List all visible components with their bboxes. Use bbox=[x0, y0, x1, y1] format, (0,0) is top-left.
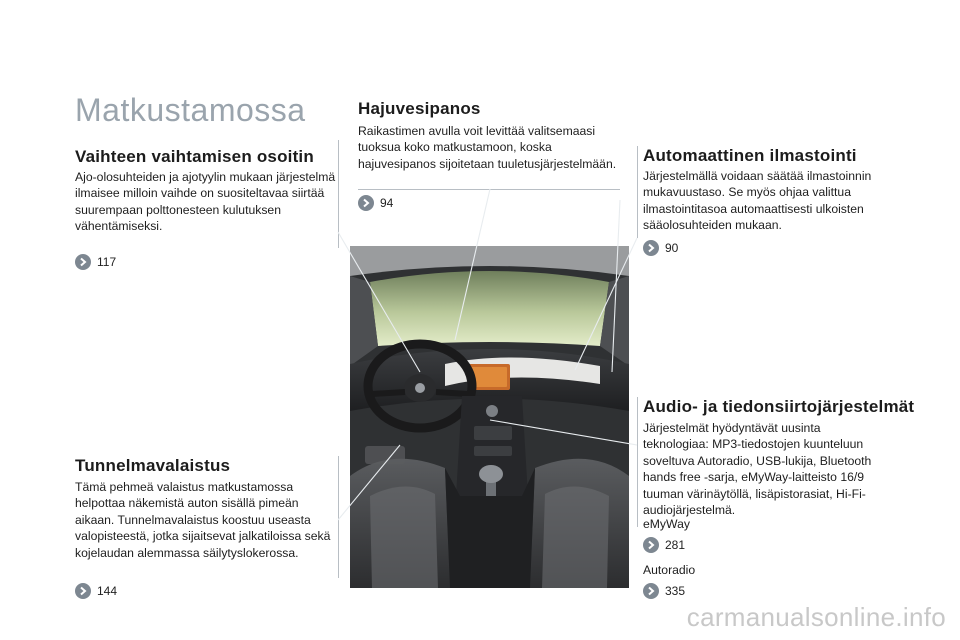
gear-page-number: 117 bbox=[97, 255, 117, 269]
autoradio-page-number: 335 bbox=[665, 584, 686, 598]
gear-indicator-heading: Vaihteen vaihtamisen osoitin bbox=[75, 147, 314, 166]
gear-separator bbox=[338, 140, 339, 248]
car-interior-illustration bbox=[350, 246, 629, 588]
ambient-page-number: 144 bbox=[97, 584, 118, 598]
perfume-text: Raikastimen avulla voit levittää valitsemaasi tuoksua koko matkustamoon, koska hajuvesipanos sijoitetaan tuuletusjärjestelmään. bbox=[358, 124, 617, 171]
chevron-right-icon bbox=[643, 240, 659, 256]
chevron-right-icon bbox=[643, 583, 659, 599]
watermark: carmanualsonline.info bbox=[686, 602, 946, 632]
perfume-heading: Hajuvesipanos bbox=[358, 99, 481, 118]
gear-indicator-text: Ajo-olosuhteiden ja ajotyylin mukaan järjestelmä ilmaisee milloin vaihde on suositeltavaa siirtää suurempaan polttonesteen kulutuksen vähentämiseksi. bbox=[75, 170, 336, 234]
autoradio-page-ref[interactable] bbox=[643, 583, 685, 599]
perfume-page-number: 94 bbox=[380, 196, 394, 210]
emyway-page-ref[interactable] bbox=[643, 537, 685, 553]
perfume-page-ref[interactable] bbox=[358, 195, 393, 211]
ambient-text: Tämä pehmeä valaistus matkustamossa helpottaa näkemistä auton sisällä pimeän aikaan. Tunnelmavalaistus koostuu useasta valopisteestä, jotka sijaitsevat jalkatiloissa sekä kojelaudan alemmassa säilytyslokerossa. bbox=[75, 480, 331, 560]
gear-page-ref[interactable] bbox=[75, 254, 116, 270]
ambient-page-ref[interactable] bbox=[75, 583, 117, 599]
emyway-label: eMyWay bbox=[643, 517, 690, 531]
climate-heading: Automaattinen ilmastointi bbox=[643, 146, 857, 165]
chevron-right-icon bbox=[358, 195, 374, 211]
audio-heading: Audio- ja tiedonsiirtojärjestelmät bbox=[643, 397, 915, 416]
perfume-separator bbox=[358, 189, 620, 190]
climate-page-ref[interactable] bbox=[643, 240, 678, 256]
emyway-page-number: 281 bbox=[665, 538, 686, 552]
audio-text: Järjestelmät hyödyntävät uusinta teknologiaa: MP3-tiedostojen kuunteluun soveltuva Autoradio, USB-lukija, Bluetooth hands free -sarja, eMyWay-laitteisto 16/9 tuuman värinäytöllä, lisäpistorasiat, Hi-Fi-audiojärjestelmä. bbox=[643, 421, 872, 518]
page-title: Matkustamossa bbox=[75, 92, 306, 128]
autoradio-label: Autoradio bbox=[643, 563, 696, 577]
chevron-right-icon bbox=[75, 583, 91, 599]
chevron-right-icon bbox=[75, 254, 91, 270]
ambient-heading: Tunnelmavalaistus bbox=[75, 456, 231, 475]
ambient-separator bbox=[338, 456, 339, 578]
climate-text: Järjestelmällä voidaan säätää ilmastoinnin mukavuustaso. Se myös ohjaa valittua ilmastointitasoa automaattisesti ulkoisten sääolosuhteiden mukaan. bbox=[643, 169, 872, 233]
chevron-right-icon bbox=[643, 537, 659, 553]
audio-separator bbox=[637, 397, 638, 527]
climate-page-number: 90 bbox=[665, 241, 679, 255]
climate-separator bbox=[637, 146, 638, 238]
